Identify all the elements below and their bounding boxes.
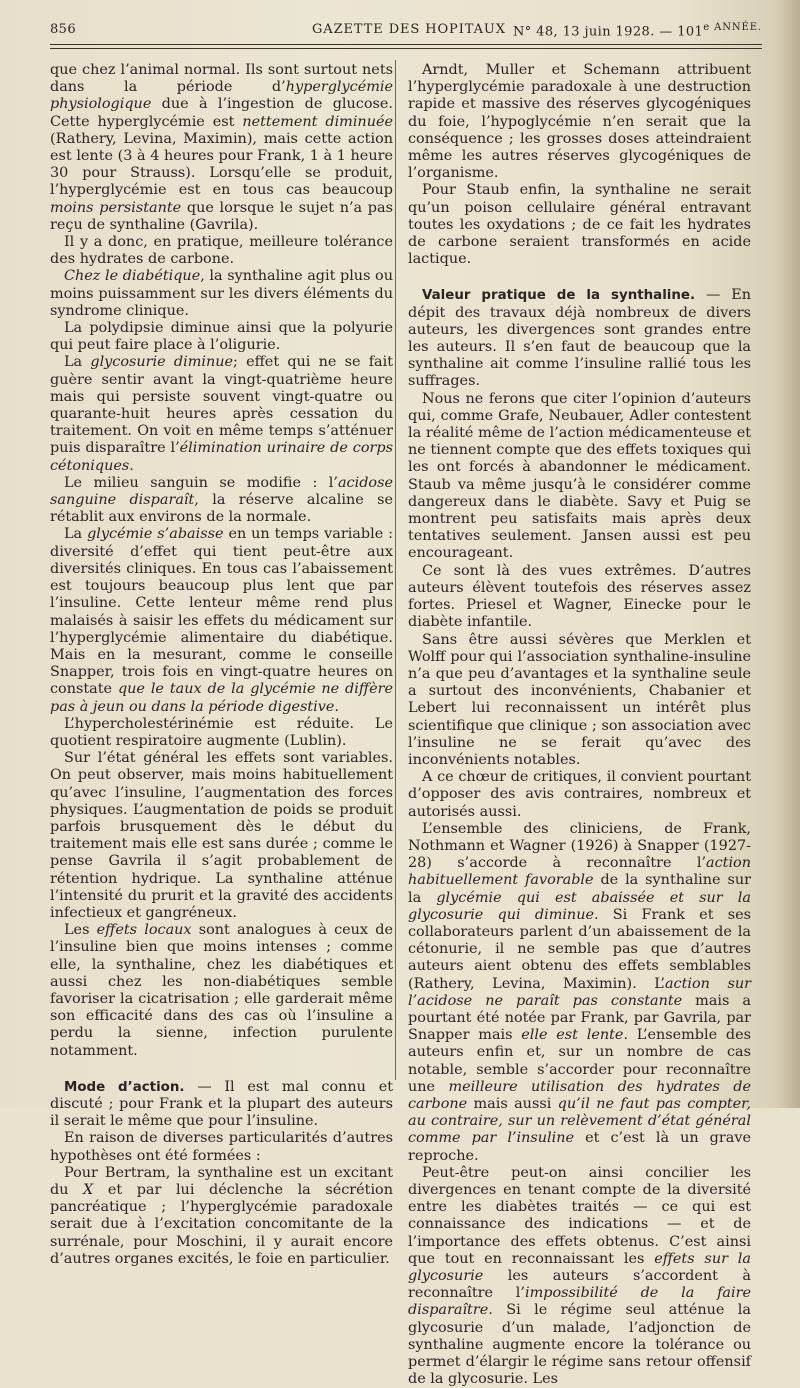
section-heading: Valeur pratique de la synthaline.: [422, 288, 696, 304]
paragraph: L’hypercholestérinémie est réduite. Le quotient respiratoire augmente (Lublin).: [50, 715, 393, 749]
paragraph: Sans être aussi sévères que Merklen et Wolff pour qui l’association synthaline-insuline n’a que peu d’avantages et la synthaline seule a surtout des inconvénients, Chabanier et Lebert lui reconnaissent un intérêt plus scientifique que clinique ; son association avec l’insuline ne se ferait qu’avec des inconvénients notables.: [408, 631, 751, 768]
paragraph: A ce chœur de critiques, il convient pourtant d’opposer des avis contraires, nombreux et autorisés aussi.: [408, 769, 751, 820]
column-divider: [395, 60, 396, 1080]
header-rule-thin: [50, 48, 762, 49]
paragraph: Il y a donc, en pratique, meilleure tolérance des hydrates de carbone.: [50, 234, 393, 268]
right-column: [408, 62, 751, 1388]
paragraph: Peut-être peut-on ainsi concilier les divergences en tenant compte de la diversité entre les diabètes traités — ce qui est connaissance des indications — et de l’importance des effets obtenus. C’est ainsi que tout en reconnaissant les effets sur la glycosurie les auteurs s’accordent à reconnaître l’impossibilité de la faire disparaître. Si le régime seul atténue la glycosurie d’un malade, l’adjonction de synthaline augmente encore la tolérance ou permet d’élargir le régime sans retour offensif de la glycosurie. Les: [408, 1164, 751, 1388]
paragraph: Les effets locaux sont analogues à ceux de l’insuline bien que moins intenses ; comme elle, la synthaline, chez les diabétiques et aussi chez les non-diabétiques semble favoriser la cicatrisation ; elle garderait même son efficacité dans des cas où l’insuline a perdu la sienne, infection purulente notamment.: [50, 922, 393, 1059]
paragraph: Nous ne ferons que citer l’opinion d’auteurs qui, comme Grafe, Neubauer, Adler contestent la réalité même de l’action médicamenteuse et ne tiennent compte que des effets toxiques qui les ont forcés à abandonner le médicament. Staub va même jusqu’à le considérer comme dangereux dans le diabète. Savy et Puig se montrent peu satisfaits mais après deux tentatives seulement. Jansen aussi est peu encourageant.: [408, 390, 751, 562]
year-label: e ANNÉE.: [703, 22, 762, 33]
issue-date: N° 48, 13 juin 1928. — 101: [512, 24, 704, 40]
paragraph: Arndt, Muller et Schemann attribuent l’hyperglycémie paradoxale à une destruction rapide et massive des réserves glycogéniques du foie, l’hypoglycémie n’en serait que la conséquence ; les grosses doses atteindraient même les autres réserves glycogéniques de l’organisme.: [408, 62, 751, 182]
paragraph: Pour Staub enfin, la synthaline ne serait qu’un poison cellulaire général entravant toutes les oxydations ; de ce fait les hydrates de carbone seraient transformés en acide lactique.: [408, 182, 751, 268]
page-header: [50, 22, 762, 42]
paragraph: En raison de diverses particularités d’autres hypothèses ont été formées :: [50, 1130, 393, 1164]
section-heading: Mode d’action.: [64, 1079, 185, 1095]
journal-title: GAZETTE DES HOPITAUX: [312, 22, 506, 37]
paragraph: Pour Bertram, la synthaline est un excitant du X et par lui déclenche la sécrétion pancréatique ; l’hyperglycémie paradoxale serait due à l’excitation concomitante de la surrénale, pour Moschini, il y aurait encore d’autres organes excités, le foie en particulier.: [50, 1164, 393, 1267]
paragraph: que chez l’animal normal. Ils sont surtout nets dans la période d’hyperglycémie physiologique due à l’ingestion de glucose. Cette hyperglycémie est nettement diminuée (Rathery, Levina, Maximin), mais cette action est lente (3 à 4 heures pour Frank, 1 à 1 heure 30 pour Strauss). Lorsqu’elle se produit, l’hyperglycémie est en tous cas beaucoup moins persistante que lorsque le sujet n’a pas reçu de synthaline (Gavrila).: [50, 62, 393, 233]
header-rule: [50, 44, 762, 45]
section-paragraph: Mode d’action. — Il est mal connu et discuté ; pour Frank et la plupart des auteurs il serait le même que pour l’insuline.: [50, 1078, 393, 1130]
page-number: 856: [50, 22, 77, 37]
paragraph: Chez le diabétique, la synthaline agit plus ou moins puissamment sur les divers éléments du syndrome clinique.: [50, 268, 393, 319]
paragraph: L’ensemble des cliniciens, de Frank, Nothmann et Wagner (1926) à Snapper (1927-28) s’accorde à reconnaître l’action habituellement favorable de la synthaline sur la glycémie qui est abaissée et sur la glycosurie qui diminue. Si Frank et ses collaborateurs parlent d’un abaissement de la cétonurie, il ne semble pas que d’autres auteurs aient obtenu des effets semblables (Rathery, Levina, Maximin). L’action sur l’acidose ne paraît pas constante mais a pourtant été notée par Frank, par Gavrila, par Snapper mais elle est lente. L’ensemble des auteurs enfin et, sur un nombre de cas notable, semble s’accorder pour reconnaître une meilleure utilisation des hydrates de carbone mais aussi qu’il ne faut pas compter, au contraire, sur un relèvement d’état général comme par l’insuline et c’est là un grave reproche.: [408, 820, 752, 1164]
paragraph: La polydipsie diminue ainsi que la polyurie qui peut faire place à l’oligurie.: [50, 320, 393, 354]
paragraph: Ce sont là des vues extrêmes. D’autres auteurs élèvent toutefois des réserves assez fortes. Priesel et Wagner, Einecke pour le diabète infantile.: [408, 562, 751, 631]
issue-info: [513, 22, 762, 39]
paragraph: La glycémie s’abaisse en un temps variable : diversité d’effet qui tient peut-être aux diversités cliniques. En tous cas l’abaissement est toujours beaucoup plus lent que par l’insuline. Cette lenteur même rend plus malaisés à saisir les effets du médicament sur l’hyperglycémie alimentaire du diabétique. Mais en la mesurant, comme le conseille Snapper, trois fois en vingt-quatre heures on constate que le taux de la glycémie ne diffère pas à jeun ou dans la période digestive.: [50, 526, 393, 715]
left-column: [50, 62, 393, 1268]
section-paragraph: Valeur pratique de la synthaline. — En dépit des travaux déjà nombreux de divers auteurs, les divergences sont grandes entre les auteurs. Il s’en faut de beaucoup que la synthaline ait comme l’insuline rallié tous les suffrages.: [408, 287, 751, 390]
paragraph: Sur l’état général les effets sont variables. On peut observer, mais moins habituellement qu’avec l’insuline, l’augmentation des forces physiques. L’augmentation de poids se produit parfois brusquement dès le début du traitement mais elle est sans durée ; comme le pense Gavrila il s’agit probablement de rétention hydrique. La synthaline atténue l’intensité du prurit et la gravité des accidents infectieux et gangréneux.: [50, 750, 393, 921]
paragraph: Le milieu sanguin se modifie : l’acidose sanguine disparaît, la réserve alcaline se rétablit aux environs de la normale.: [50, 474, 393, 526]
paragraph: La glycosurie diminue; effet qui ne se fait guère sentir avant la vingt-quatrième heure mais qui persiste souvent vingt-quatre ou quarante-huit heures après cessation du traitement. On voit en même temps s’atténuer puis disparaître l’élimination urinaire de corps cétoniques.: [50, 354, 394, 474]
